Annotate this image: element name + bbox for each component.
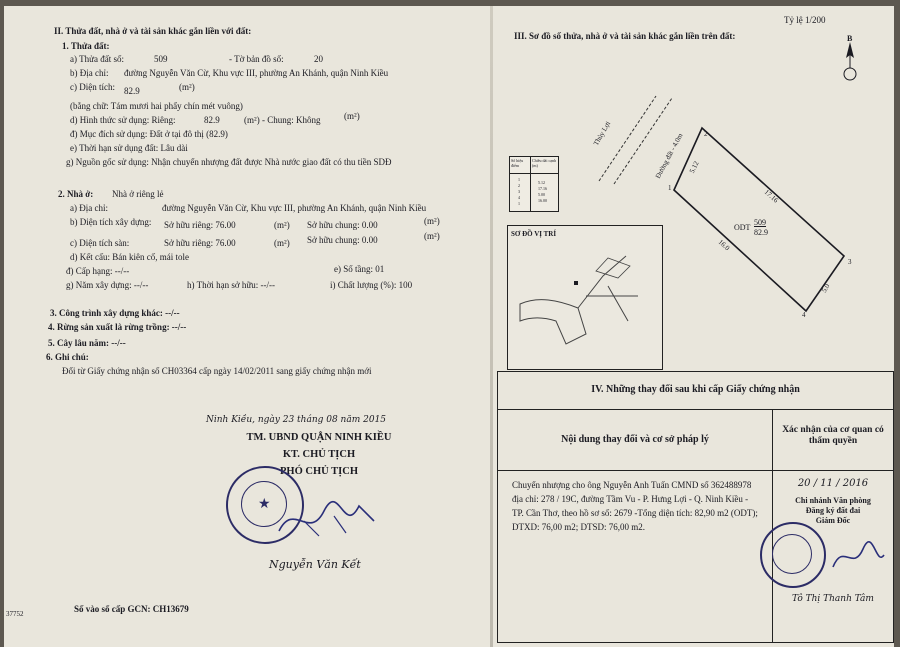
edge-table-point-2: 2 <box>518 183 520 188</box>
use-form-private: 82.9 <box>204 115 220 125</box>
edge-table-length-1: 5.12 <box>538 180 545 185</box>
change-content-header: Nội dung thay đổi và cơ sở pháp lý <box>561 434 709 445</box>
edge-5-12: 5.12 <box>688 159 701 175</box>
issuing-authority: TM. UBND QUẬN NINH KIỀU <box>246 432 392 443</box>
change-line-2: địa chỉ: 278 / 19C, đường Tầm Vu - P. Hưng Lợi - Q. Ninh Kiều - <box>512 494 749 504</box>
section-4-heading: IV. Những thay đổi sau khi cấp Giấy chứng nhận <box>591 384 800 395</box>
certificate-register-number: Số vào sổ cấp GCN: CH13679 <box>74 604 189 614</box>
parcel-area-label: 82.9 <box>754 228 768 237</box>
map-sheet-number: 20 <box>314 54 323 64</box>
land-origin: g) Nguồn gốc sử dụng: Nhận chuyển nhượng đất được Nhà nước giao đất có thu tiền SDĐ <box>66 157 392 167</box>
canal-label: Thủy Lợi <box>592 120 613 147</box>
floor-area-unit: (m²) <box>274 238 290 248</box>
page-fold <box>490 6 493 647</box>
floor-area-private: Sở hữu riêng: 76.00 <box>164 238 236 248</box>
corner-number: 37752 <box>6 610 24 618</box>
building-area-shared: Sở hữu chung: 0.00 <box>307 220 378 230</box>
signer-name: Nguyễn Văn Kết <box>269 558 361 571</box>
signer-title-2: PHÓ CHỦ TỊCH <box>280 466 358 477</box>
house-heading: 2. Nhà ở: <box>58 189 94 199</box>
notes-heading: 6. Ghi chú: <box>46 352 89 362</box>
area-label: c) Diện tích: <box>70 82 115 92</box>
issue-date: Ninh Kiều, ngày 23 tháng 08 năm 2015 <box>206 415 387 425</box>
section-3-heading: III. Sơ đồ số thửa, nhà ở và tài sản khác gắn liền trên đất: <box>514 31 736 41</box>
edge-table-length-2: 17.16 <box>538 186 547 191</box>
map-sheet-label: - Tờ bản đồ số: <box>229 54 284 64</box>
building-quality: i) Chất lượng (%): 100 <box>330 280 413 290</box>
building-area-private: Sở hữu riêng: 76.00 <box>164 220 236 230</box>
signature-right <box>828 537 888 577</box>
building-area-unit: (m²) <box>274 220 290 230</box>
use-form: d) Hình thức sử dụng: Riêng: <box>70 115 176 125</box>
edge-table-length-3: 5.00 <box>538 192 545 197</box>
edge-table-header-point: Số hiệu điểm <box>511 158 524 168</box>
use-form-unit: (m²) <box>344 111 360 121</box>
location-map-title: SƠ ĐỒ VỊ TRÍ <box>511 230 557 238</box>
road-label: Đường đất - 4.0m <box>654 131 685 180</box>
official-seal-right <box>760 522 826 588</box>
corner-1: 1 <box>668 184 672 192</box>
construction-year: g) Năm xây dựng: --/-- <box>66 280 149 290</box>
land-use-term: e) Thời hạn sử dụng đất: Lâu dài <box>70 143 188 153</box>
perennial-trees: 5. Cây lâu năm: --/-- <box>48 338 126 348</box>
ownership-term: h) Thời hạn sở hữu: --/-- <box>187 280 275 290</box>
edge-table-length-4: 16.00 <box>538 198 547 203</box>
land-plot-heading: 1. Thửa đất: <box>62 41 110 51</box>
house-structure: d) Kết cấu: Bán kiên cố, mái tole <box>70 252 189 262</box>
edge-table-point-1: 1 <box>518 177 520 182</box>
section-2-heading: II. Thửa đất, nhà ở và tài sản khác gắn liền với đất: <box>54 26 252 36</box>
location-map <box>507 225 663 370</box>
address-label: b) Địa chỉ: <box>70 68 109 78</box>
house-address-label: a) Địa chỉ: <box>70 203 108 213</box>
planted-forest: 4. Rừng sản xuất là rừng trồng: --/-- <box>48 322 187 332</box>
floor-area-shared-unit: (m²) <box>424 231 440 241</box>
confirmation-date: 20 / 11 / 2016 <box>797 478 869 489</box>
change-line-3: TP. Cần Thơ, theo hồ sơ số: 2679 -Tổng diện tích: 82,90 m2 (ODT); <box>512 508 758 518</box>
corner-4: 4 <box>802 311 806 319</box>
building-area-label: b) Diện tích xây dựng: <box>70 217 152 227</box>
plot-number-label: a) Thửa đất số: <box>70 54 124 64</box>
use-form-shared: (m²) - Chung: Không <box>244 115 321 125</box>
plot-address: đường Nguyễn Văn Cừ, Khu vực III, phường An Khánh, quận Ninh Kiều <box>124 68 389 78</box>
other-construction: 3. Công trình xây dựng khác: --/-- <box>50 308 180 318</box>
signer-title-1: KT. CHỦ TỊCH <box>282 449 356 460</box>
edge-table-point-4: 4 <box>518 195 520 200</box>
house-address: đường Nguyễn Văn Cừ, Khu vực III, phường An Khánh, quận Ninh Kiều <box>162 203 427 213</box>
parcel-land-type: ODT <box>734 223 751 232</box>
land-use-purpose: đ) Mục đích sử dụng: Đất ở tại đô thị (82.9) <box>70 129 228 139</box>
confirmation-signer: Tô Thị Thanh Tâm <box>792 594 874 604</box>
north-arrow-icon <box>840 42 860 86</box>
plot-number: 509 <box>154 54 168 64</box>
confirmation-office-1: Chi nhánh Văn phòng <box>795 496 871 505</box>
edge-table-point-5: 1 <box>518 201 520 206</box>
plot-area: 82.9 <box>124 86 140 96</box>
confirmation-office-2: Đăng ký đất đai <box>805 506 861 515</box>
edge-16-0: 16.0 <box>716 238 732 253</box>
area-unit: (m²) <box>179 82 195 92</box>
floor-area-shared: Sở hữu chung: 0.00 <box>307 235 378 245</box>
authority-confirmation-header: Xác nhận của cơ quan có thẩm quyền <box>782 425 884 446</box>
edge-table-header-length: Chiều dài cạnh (m) <box>532 158 556 168</box>
house-grade: đ) Cấp hạng: --/-- <box>66 266 130 276</box>
corner-3: 3 <box>848 258 852 266</box>
edge-17-16: 17.16 <box>762 188 780 205</box>
corner-2: 2 <box>704 130 708 138</box>
edge-5-0: 5.0 <box>820 282 832 294</box>
floor-area-label: c) Diện tích sàn: <box>70 238 130 248</box>
change-line-4: DTXD: 76,00 m2; DTSD: 76,00 m2. <box>512 522 646 532</box>
edge-table-point-3: 3 <box>518 189 520 194</box>
notes-text: Đổi từ Giấy chứng nhận số CH03364 cấp ngày 14/02/2011 sang giấy chứng nhận mới <box>62 366 372 376</box>
official-seal-left: ★ <box>226 466 304 544</box>
confirmation-role: Giám Đốc <box>815 516 851 525</box>
change-line-1: Chuyển nhượng cho ông Nguyễn Anh Tuấn CMND số 362488978 <box>512 480 752 490</box>
certificate-sheet <box>4 6 894 647</box>
area-in-words: (bằng chữ: Tám mươi hai phẩy chín mét vuông) <box>70 101 243 111</box>
number-of-floors: e) Số tầng: 01 <box>334 264 385 274</box>
edge-length-table <box>509 156 559 212</box>
north-label: B <box>847 34 853 43</box>
signature-left <box>274 491 384 546</box>
parcel-number-label: 509 <box>754 218 766 227</box>
changes-table <box>497 371 894 643</box>
building-area-shared-unit: (m²) <box>424 216 440 226</box>
map-scale: Tỷ lệ 1/200 <box>784 15 826 25</box>
house-type: Nhà ở riêng lẻ <box>112 189 164 199</box>
